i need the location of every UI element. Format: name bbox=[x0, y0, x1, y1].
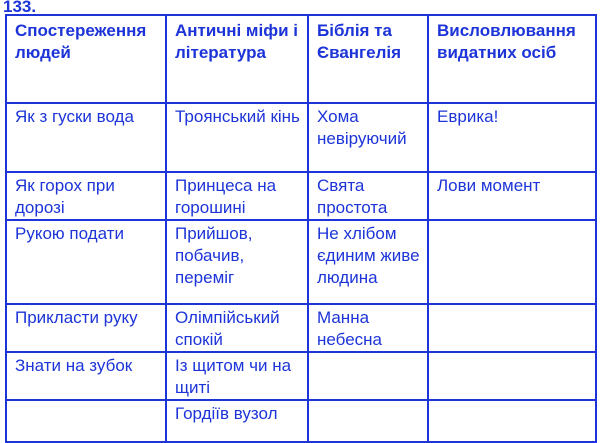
table-cell: Гордіїв вузол bbox=[166, 400, 308, 442]
table-cell: Еврика! bbox=[428, 103, 596, 172]
table-cell: Прикласти руку bbox=[6, 304, 166, 352]
table-cell: Свята простота bbox=[308, 172, 428, 220]
table-cell: Принцеса на горошині bbox=[166, 172, 308, 220]
table-row bbox=[6, 352, 596, 400]
header-observations: Спостереження людей bbox=[6, 15, 166, 103]
table-cell: Знати на зубок bbox=[6, 352, 166, 400]
table-cell: Хома невіруючий bbox=[308, 103, 428, 172]
table-cell: Як горох при дорозі bbox=[6, 172, 166, 220]
table-cell: Рукою подати bbox=[6, 220, 166, 304]
table-cell: Із щитом чи на щиті bbox=[166, 352, 308, 400]
table-cell: Троянський кінь bbox=[166, 103, 308, 172]
table-cell: Лови момент bbox=[428, 172, 596, 220]
header-row bbox=[6, 15, 596, 103]
table-cell bbox=[428, 220, 596, 304]
header-ancient-myths: Античні міфи і література bbox=[166, 15, 308, 103]
table-row bbox=[6, 172, 596, 220]
header-famous-sayings: Висловлювання видатних осіб bbox=[428, 15, 596, 103]
table-row bbox=[6, 103, 596, 172]
table-cell bbox=[428, 352, 596, 400]
table-cell: Прийшов, побачив, переміг bbox=[166, 220, 308, 304]
exercise-number: 133. bbox=[3, 0, 37, 16]
idioms-table bbox=[5, 14, 597, 443]
table-cell bbox=[308, 352, 428, 400]
header-bible: Біблія та Євангелія bbox=[308, 15, 428, 103]
table-cell: Олімпійський спокій bbox=[166, 304, 308, 352]
table-cell: Як з гуски вода bbox=[6, 103, 166, 172]
table-row bbox=[6, 220, 596, 304]
table-cell: Манна небесна bbox=[308, 304, 428, 352]
table-cell: Не хлібом єдиним живе людина bbox=[308, 220, 428, 304]
table-cell bbox=[428, 304, 596, 352]
table-row bbox=[6, 304, 596, 352]
